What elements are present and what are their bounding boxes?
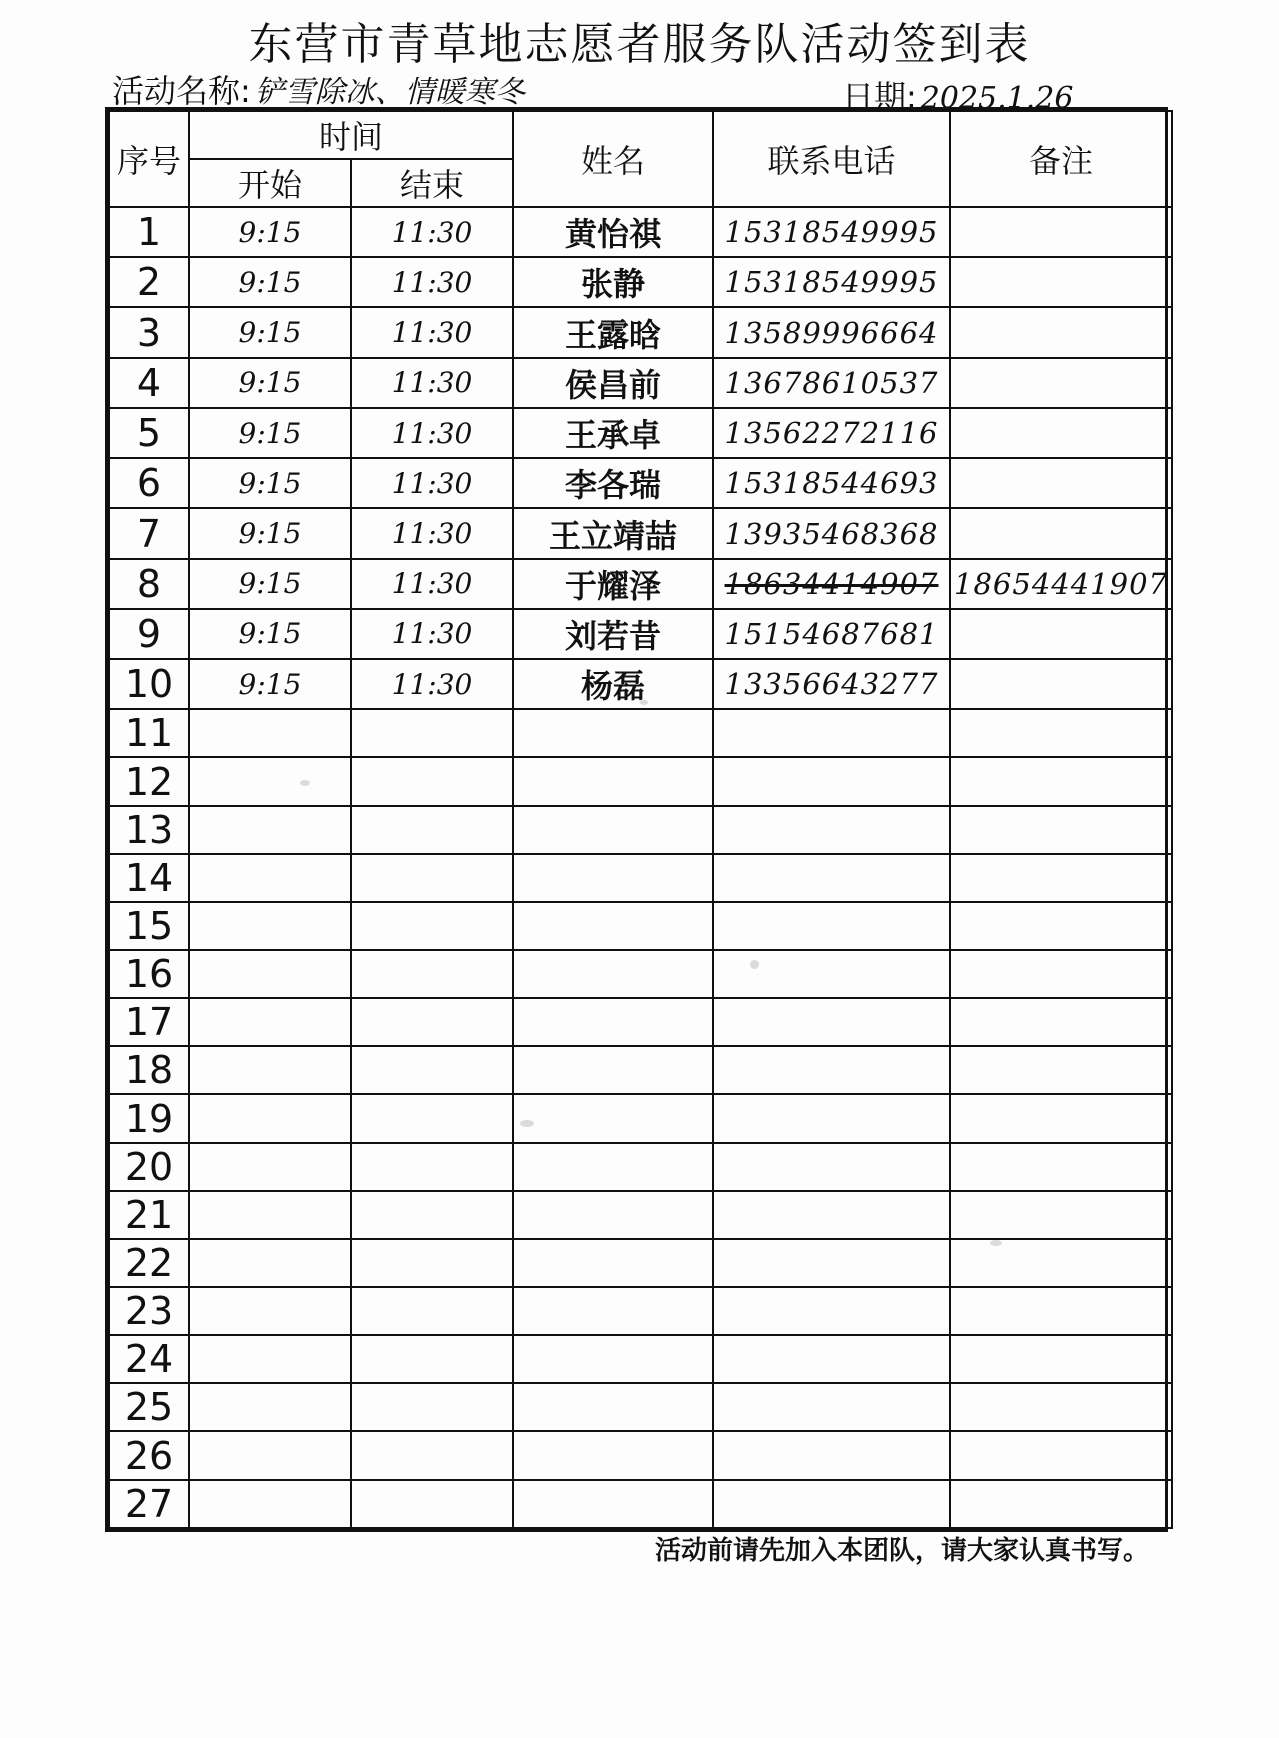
- table-row: [109, 1191, 1172, 1239]
- volunteer-name: [513, 1143, 713, 1191]
- remarks: 18654441907: [950, 559, 1172, 609]
- paper-smudge: [520, 1120, 534, 1127]
- remarks: [950, 950, 1172, 998]
- remarks: [950, 757, 1172, 805]
- end-time: 11:30: [351, 659, 513, 709]
- phone-number: [713, 1383, 950, 1431]
- remarks: [950, 709, 1172, 757]
- phone-number: [713, 1046, 950, 1094]
- end-time: 11:30: [351, 408, 513, 458]
- remarks: [950, 1383, 1172, 1431]
- phone-number: 13356643277: [713, 659, 950, 709]
- end-time: [351, 1191, 513, 1239]
- phone-number: [713, 1094, 950, 1142]
- remarks: [950, 508, 1172, 558]
- start-time: 9:15: [189, 207, 351, 257]
- remarks: [950, 1046, 1172, 1094]
- start-time: [189, 1480, 351, 1528]
- start-time: [189, 950, 351, 998]
- table-row: [109, 257, 1172, 307]
- row-index: 11: [109, 709, 189, 757]
- row-index: 27: [109, 1480, 189, 1528]
- remarks: [950, 806, 1172, 854]
- table-row: [109, 207, 1172, 257]
- end-time: 11:30: [351, 508, 513, 558]
- start-time: 9:15: [189, 408, 351, 458]
- volunteer-name: [513, 1480, 713, 1528]
- date-value: 2025.1.26: [920, 81, 1074, 116]
- end-time: [351, 709, 513, 757]
- table-row: [109, 998, 1172, 1046]
- volunteer-name: 王立靖喆: [513, 508, 713, 558]
- table-row: [109, 950, 1172, 998]
- row-index: 9: [109, 609, 189, 659]
- start-time: [189, 709, 351, 757]
- header-start: 开始: [189, 159, 351, 207]
- volunteer-name: 王露晗: [513, 307, 713, 357]
- remarks: [950, 307, 1172, 357]
- volunteer-name: 张静: [513, 257, 713, 307]
- table-row: [109, 1480, 1172, 1528]
- phone-number: [713, 1143, 950, 1191]
- row-index: 6: [109, 458, 189, 508]
- row-index: 17: [109, 998, 189, 1046]
- table-row: [109, 1431, 1172, 1479]
- end-time: [351, 1287, 513, 1335]
- table-row: [109, 902, 1172, 950]
- end-time: [351, 1431, 513, 1479]
- start-time: [189, 1287, 351, 1335]
- phone-number: [713, 950, 950, 998]
- end-time: [351, 1046, 513, 1094]
- remarks: [950, 902, 1172, 950]
- activity-label: 活动名称:: [112, 72, 251, 110]
- phone-number: [713, 1431, 950, 1479]
- volunteer-name: 杨磊: [513, 659, 713, 709]
- table-row: [109, 806, 1172, 854]
- phone-number: [713, 998, 950, 1046]
- row-index: 7: [109, 508, 189, 558]
- header-index: 序号: [109, 111, 189, 207]
- paper-smudge: [990, 1240, 1002, 1246]
- volunteer-name: [513, 1431, 713, 1479]
- row-index: 16: [109, 950, 189, 998]
- row-index: 21: [109, 1191, 189, 1239]
- remarks: [950, 609, 1172, 659]
- remarks: [950, 1480, 1172, 1528]
- start-time: 9:15: [189, 609, 351, 659]
- row-index: 23: [109, 1287, 189, 1335]
- start-time: [189, 806, 351, 854]
- phone-number: [713, 1287, 950, 1335]
- phone-number: [713, 757, 950, 805]
- start-time: [189, 1431, 351, 1479]
- volunteer-name: [513, 902, 713, 950]
- volunteer-name: [513, 998, 713, 1046]
- start-time: [189, 902, 351, 950]
- row-index: 8: [109, 559, 189, 609]
- remarks: [950, 998, 1172, 1046]
- sheet-title: 东营市青草地志愿者服务队活动签到表: [248, 19, 1031, 70]
- phone-number: [713, 1191, 950, 1239]
- row-index: 20: [109, 1143, 189, 1191]
- row-index: 2: [109, 257, 189, 307]
- table-row: [109, 1287, 1172, 1335]
- table-row: [109, 757, 1172, 805]
- phone-number: [713, 709, 950, 757]
- date-label: 日期:: [842, 78, 917, 116]
- end-time: [351, 902, 513, 950]
- remarks: [950, 1287, 1172, 1335]
- row-index: 24: [109, 1335, 189, 1383]
- volunteer-name: [513, 806, 713, 854]
- volunteer-name: [513, 1287, 713, 1335]
- volunteer-name: [513, 1191, 713, 1239]
- table-row: [109, 1143, 1172, 1191]
- start-time: [189, 854, 351, 902]
- remarks: [950, 1431, 1172, 1479]
- header-time: 时间: [189, 111, 513, 159]
- phone-number: 13589996664: [713, 307, 950, 357]
- volunteer-name: 黄怡祺: [513, 207, 713, 257]
- phone-number: 13562272116: [713, 408, 950, 458]
- remarks: [950, 659, 1172, 709]
- end-time: [351, 1239, 513, 1287]
- table-body: [109, 207, 1172, 1528]
- row-index: 4: [109, 358, 189, 408]
- row-index: 13: [109, 806, 189, 854]
- row-index: 5: [109, 408, 189, 458]
- start-time: [189, 1094, 351, 1142]
- end-time: [351, 998, 513, 1046]
- table-row: [109, 508, 1172, 558]
- volunteer-name: 王承卓: [513, 408, 713, 458]
- start-time: 9:15: [189, 508, 351, 558]
- volunteer-name: 李各瑞: [513, 458, 713, 508]
- footer-note: 活动前请先加入本团队，请大家认真书写。: [654, 1536, 1149, 1566]
- remarks: [950, 854, 1172, 902]
- paper-smudge: [300, 780, 310, 786]
- row-index: 12: [109, 757, 189, 805]
- end-time: 11:30: [351, 609, 513, 659]
- phone-number: 15154687681: [713, 609, 950, 659]
- volunteer-name: [513, 1094, 713, 1142]
- remarks: [950, 1191, 1172, 1239]
- phone-number: 18634414907: [713, 559, 950, 609]
- table-row: [109, 709, 1172, 757]
- table-row: [109, 307, 1172, 357]
- activity-line: [112, 66, 525, 112]
- phone-number: 15318544693: [713, 458, 950, 508]
- row-index: 22: [109, 1239, 189, 1287]
- volunteer-name: [513, 854, 713, 902]
- end-time: [351, 1383, 513, 1431]
- volunteer-name: [513, 709, 713, 757]
- volunteer-name: 侯昌前: [513, 358, 713, 408]
- end-time: [351, 1094, 513, 1142]
- start-time: 9:15: [189, 559, 351, 609]
- end-time: 11:30: [351, 458, 513, 508]
- remarks: [950, 1335, 1172, 1383]
- remarks: [950, 408, 1172, 458]
- start-time: [189, 1383, 351, 1431]
- phone-number: 15318549995: [713, 207, 950, 257]
- table-row: [109, 854, 1172, 902]
- start-time: [189, 1046, 351, 1094]
- row-index: 10: [109, 659, 189, 709]
- table-row: [109, 408, 1172, 458]
- row-index: 14: [109, 854, 189, 902]
- phone-number: [713, 1335, 950, 1383]
- phone-number: [713, 1239, 950, 1287]
- table-row: [109, 609, 1172, 659]
- volunteer-name: [513, 1383, 713, 1431]
- end-time: [351, 854, 513, 902]
- start-time: [189, 1239, 351, 1287]
- phone-number: 13678610537: [713, 358, 950, 408]
- remarks: [950, 1239, 1172, 1287]
- end-time: 11:30: [351, 207, 513, 257]
- end-time: [351, 950, 513, 998]
- start-time: 9:15: [189, 358, 351, 408]
- remarks: [950, 458, 1172, 508]
- header-end: 结束: [351, 159, 513, 207]
- table-row: [109, 1239, 1172, 1287]
- start-time: [189, 757, 351, 805]
- volunteer-name: [513, 757, 713, 805]
- start-time: 9:15: [189, 307, 351, 357]
- volunteer-name: 刘若昔: [513, 609, 713, 659]
- paper-smudge: [640, 700, 648, 705]
- remarks: [950, 358, 1172, 408]
- volunteer-name: [513, 1335, 713, 1383]
- phone-number: [713, 806, 950, 854]
- sign-in-table: [108, 110, 1173, 1529]
- phone-number: 13935468368: [713, 508, 950, 558]
- header-phone: 联系电话: [713, 111, 950, 207]
- end-time: [351, 1335, 513, 1383]
- activity-name: 铲雪除冰、情暖寒冬: [254, 75, 525, 110]
- phone-number: [713, 1480, 950, 1528]
- table-row: [109, 358, 1172, 408]
- remarks: [950, 1143, 1172, 1191]
- row-index: 15: [109, 902, 189, 950]
- row-index: 18: [109, 1046, 189, 1094]
- header-remarks: 备注: [950, 111, 1172, 207]
- volunteer-name: [513, 950, 713, 998]
- end-time: [351, 1480, 513, 1528]
- remarks: [950, 1094, 1172, 1142]
- table-row: [109, 1335, 1172, 1383]
- end-time: 11:30: [351, 307, 513, 357]
- table-row: [109, 458, 1172, 508]
- start-time: [189, 1191, 351, 1239]
- row-index: 25: [109, 1383, 189, 1431]
- row-index: 1: [109, 207, 189, 257]
- end-time: [351, 806, 513, 854]
- start-time: [189, 1335, 351, 1383]
- table-row: [109, 1094, 1172, 1142]
- end-time: 11:30: [351, 559, 513, 609]
- volunteer-name: [513, 1046, 713, 1094]
- volunteer-name: [513, 1239, 713, 1287]
- header-name: 姓名: [513, 111, 713, 207]
- table-row: [109, 1046, 1172, 1094]
- end-time: 11:30: [351, 257, 513, 307]
- remarks: [950, 207, 1172, 257]
- sign-in-table-frame: [105, 107, 1168, 1532]
- table-row: [109, 1383, 1172, 1431]
- row-index: 26: [109, 1431, 189, 1479]
- end-time: [351, 1143, 513, 1191]
- start-time: [189, 1143, 351, 1191]
- end-time: [351, 757, 513, 805]
- paper-smudge: [750, 960, 759, 969]
- phone-number: [713, 902, 950, 950]
- start-time: 9:15: [189, 659, 351, 709]
- row-index: 19: [109, 1094, 189, 1142]
- table-row: [109, 559, 1172, 609]
- start-time: 9:15: [189, 458, 351, 508]
- start-time: [189, 998, 351, 1046]
- phone-number: 15318549995: [713, 257, 950, 307]
- remarks: [950, 257, 1172, 307]
- row-index: 3: [109, 307, 189, 357]
- phone-number: [713, 854, 950, 902]
- start-time: 9:15: [189, 257, 351, 307]
- end-time: 11:30: [351, 358, 513, 408]
- volunteer-name: 于耀泽: [513, 559, 713, 609]
